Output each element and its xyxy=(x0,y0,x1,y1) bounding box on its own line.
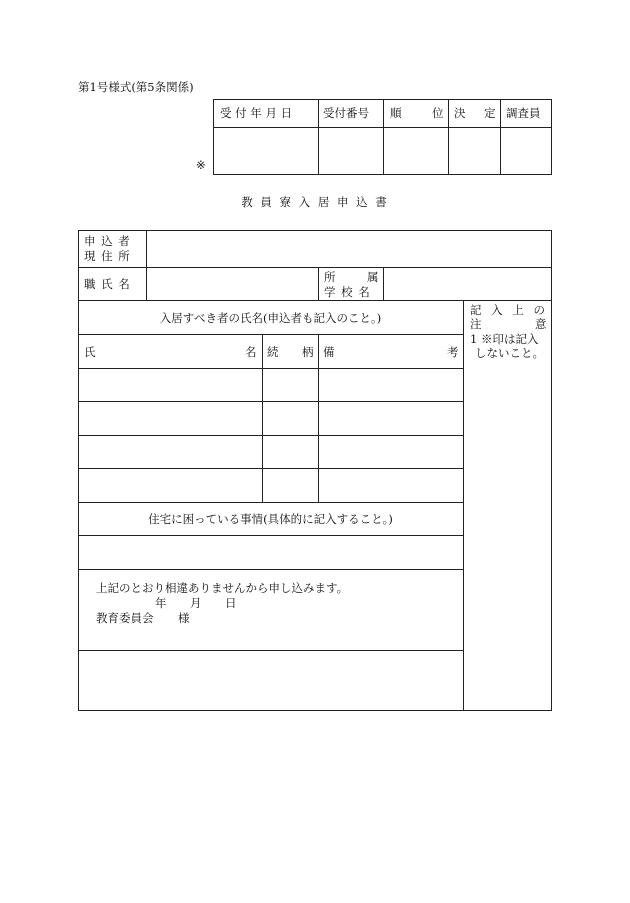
date-year-label: 年 xyxy=(155,596,167,610)
date-month-label: 月 xyxy=(190,596,202,610)
resident-relation-input[interactable] xyxy=(264,437,316,467)
resident-relation-input[interactable] xyxy=(264,470,316,501)
resident-name-input[interactable] xyxy=(80,470,260,501)
header-rank-1: 順 xyxy=(390,106,402,120)
resident-name-input[interactable] xyxy=(80,403,260,434)
col-note-1: 備 xyxy=(323,345,335,359)
office-use-mark: ※ xyxy=(196,158,206,172)
label-school-1: 所 xyxy=(324,270,336,284)
header-decision-2: 定 xyxy=(484,106,496,120)
resident-remarks-input[interactable] xyxy=(320,470,462,501)
date-day-label: 日 xyxy=(225,596,237,610)
label-position-name: 職 氏 名 xyxy=(84,277,131,291)
board-of-education-label: 教育委員会 xyxy=(96,611,154,625)
header-decision-1: 決 xyxy=(454,106,466,120)
resident-remarks-input[interactable] xyxy=(320,437,462,467)
notes-item-1: 1 ※印は記入 xyxy=(470,332,539,346)
declaration-text: 上記のとおり相違ありませんから申し込みます。 xyxy=(96,581,349,595)
resident-name-input[interactable] xyxy=(80,437,260,467)
school-name-field[interactable] xyxy=(385,269,549,299)
notes-title-2a: 注 xyxy=(470,317,482,331)
resident-name-input[interactable] xyxy=(80,370,260,400)
resident-relation-input[interactable] xyxy=(264,403,316,434)
label-applicant: 申 込 者 xyxy=(84,234,131,248)
resident-relation-input[interactable] xyxy=(264,370,316,400)
resident-remarks-input[interactable] xyxy=(320,370,462,400)
position-name-field[interactable] xyxy=(148,269,316,299)
notes-title-1: 記 入 上 の xyxy=(470,303,548,317)
label-school-1b: 属 xyxy=(367,270,379,284)
resident-remarks-input[interactable] xyxy=(320,403,462,434)
col-relation-2: 柄 xyxy=(302,345,314,359)
col-name-1: 氏 xyxy=(84,345,96,359)
housing-heading: 住宅に困っている事情(具体的に記入すること。) xyxy=(148,512,393,526)
form-number-label: 第1号様式(第5条関係) xyxy=(78,80,194,94)
label-school-2: 学 校 名 xyxy=(324,285,371,299)
address-field[interactable] xyxy=(148,232,550,266)
col-note-2: 考 xyxy=(447,345,459,359)
col-relation-1: 続 xyxy=(267,345,279,359)
notes-item-1-cont: しないこと。 xyxy=(475,346,544,360)
residents-heading: 入居すべき者の氏名(申込者も記入のこと。) xyxy=(159,311,382,325)
col-name-2: 名 xyxy=(245,345,257,359)
honorific-label: 様 xyxy=(178,611,190,625)
notes-title-2b: 意 xyxy=(535,317,547,331)
header-reception-date: 受 付 年 月 日 xyxy=(220,106,293,120)
page-title: 教 員 寮 入 居 申 込 書 xyxy=(241,195,389,209)
housing-circumstances-input[interactable] xyxy=(80,537,462,568)
label-current-address: 現 住 所 xyxy=(84,249,131,263)
blank-field[interactable] xyxy=(80,652,462,708)
header-investigator: 調査員 xyxy=(506,106,541,120)
header-rank-2: 位 xyxy=(432,106,444,120)
header-reception-number: 受付番号 xyxy=(323,106,369,120)
